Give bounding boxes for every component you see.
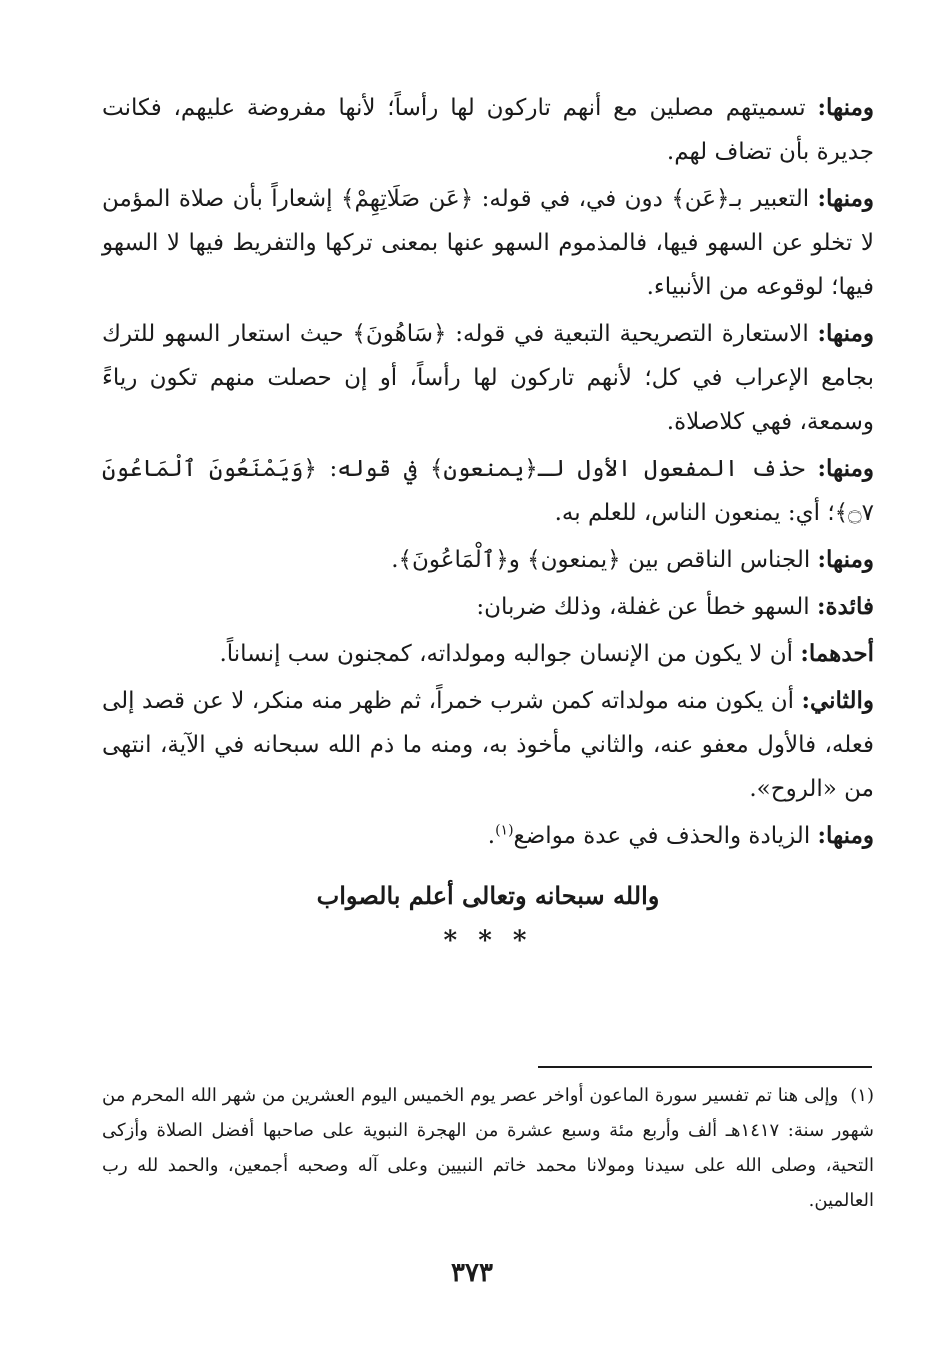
- paragraph-6: [102, 585, 874, 629]
- paragraph-lead: والثاني:: [801, 687, 874, 714]
- paragraph-1: [102, 86, 874, 174]
- footnote: [102, 1078, 874, 1218]
- paragraph-text: السهو خطأ عن غفلة، وذلك ضربان:: [476, 594, 817, 620]
- paragraph-7: [102, 632, 874, 676]
- paragraph-lead: أحدهما:: [800, 640, 874, 667]
- footnote-marker: (١): [850, 1085, 874, 1106]
- paragraph-text: أن يكون منه مولداته كمن شرب خمراً، ثم ظهر منه منكر، لا عن قصد إلى فعله، فالأول معفو عنه، والثاني مأخوذ به، ومنه ما ذم الله سبحانه في الآية، انتهى من «الروح».: [102, 688, 874, 802]
- paragraph-lead: ومنها:: [817, 546, 874, 573]
- paragraph-5: [102, 538, 874, 582]
- footnote-text: وإلى هنا تم تفسير سورة الماعون أواخر عصر يوم الخميس اليوم العشرين من شهر الله المحرم من شهور سنة: ١٤١٧هـ ألف وأربع مئة وسبع عشرة من الهجرة النبوية على صاحبها أفضل الصلاة وأزكى التحية، وصلى الله على سيدنا ومولانا محمد خاتم النبيين وعلى آله وصحبه أجمعين، والحمد لله رب العالمين.: [102, 1085, 874, 1211]
- paragraph-9: [102, 814, 874, 858]
- paragraph-8: [102, 679, 874, 811]
- paragraph-text: أن لا يكون من الإنسان جوالبه ومولداته، كمجنون سب إنساناً.: [219, 641, 801, 667]
- paragraph-lead: ومنها:: [817, 94, 874, 121]
- section-separator: * * *: [443, 926, 533, 956]
- paragraph-2: [102, 177, 874, 309]
- paragraph-text: الاستعارة التصريحية التبعية في قوله: ﴿سَاهُونَ﴾ حيث استعار السهو للترك بجامع الإعراب في كل؛ لأنهم تاركون لها رأساً، أو إن حصلت منهم تكون رياءً وسمعة، فهي كلاصلاة.: [102, 321, 874, 435]
- paragraph-lead: ومنها:: [817, 320, 874, 347]
- paragraph-lead: ومنها:: [817, 455, 874, 482]
- paragraph-4: [102, 447, 874, 535]
- paragraph-end: .: [487, 823, 496, 849]
- page-number: ٣٧٣: [451, 1258, 493, 1288]
- paragraph-lead: ومنها:: [817, 185, 874, 212]
- paragraph-text: الجناس الناقص بين ﴿يمنعون﴾ و﴿ٱلْمَاعُونَ﴾.: [391, 547, 818, 573]
- paragraph-text: التعبير بـ﴿عَن﴾ دون في، في قوله: ﴿عَن صَلَاتِهِمْ﴾ إشعاراً بأن صلاة المؤمن لا تخلو عن السهو فيها، فالمذموم السهو عنها بمعنى تركها والتفريط فيها لا السهو فيها؛ لوقوعه من الأنبياء.: [102, 186, 874, 300]
- paragraph-3: [102, 312, 874, 444]
- paragraph-text: حذف المفعول الأول لـ﴿يمنعون﴾ في قوله: ﴿وَيَمْنَعُونَ ٱلْمَاعُونَ ۝٧﴾؛ أي: يمنعون الناس، للعلم به.: [102, 456, 874, 526]
- closing-line: والله سبحانه وتعالى أعلم بالصواب: [316, 881, 660, 910]
- footnote-divider: [538, 1066, 872, 1068]
- footnote-reference[interactable]: (١): [495, 822, 514, 839]
- paragraph-lead: ومنها:: [817, 822, 874, 849]
- main-text: [102, 86, 874, 861]
- paragraph-text: الزيادة والحذف في عدة مواضع: [513, 823, 818, 849]
- paragraph-text: تسميتهم مصلين مع أنهم تاركون لها رأساً؛ لأنها مفروضة عليهم، فكانت جديرة بأن تضاف لهم.: [102, 95, 874, 165]
- paragraph-lead: فائدة:: [816, 593, 874, 620]
